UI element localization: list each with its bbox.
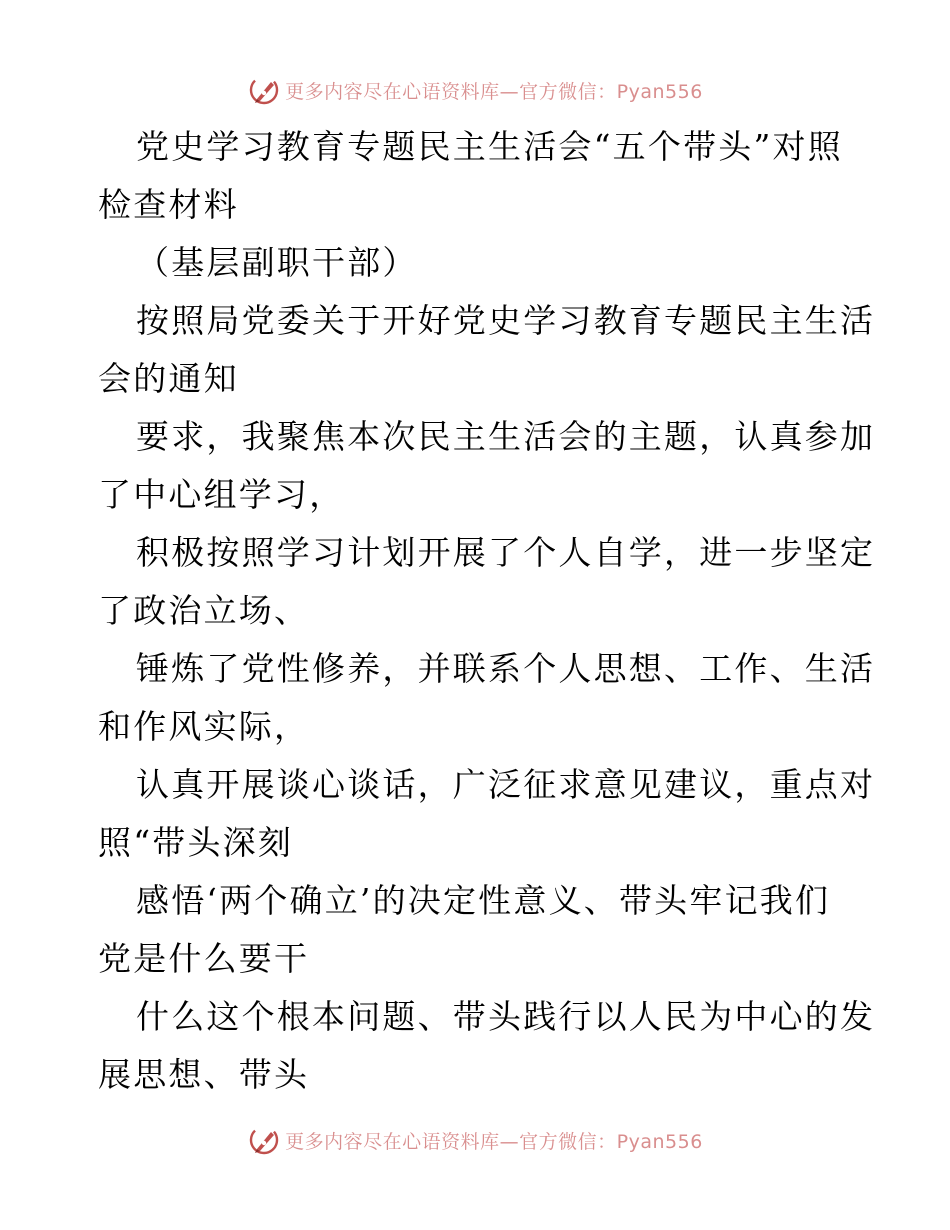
text-line: 积极按照学习计划开展了个人自学，进一步坚定 [136, 533, 876, 572]
text-line: 了中心组学习， [98, 475, 345, 514]
text-line: 锤炼了党性修养，并联系个人思想、工作、生活 [136, 649, 876, 688]
pen-nib-circle-icon [247, 73, 281, 107]
text-line: 会的通知 [98, 359, 239, 398]
header-watermark [0, 70, 950, 110]
text-line: 了政治立场、 [98, 591, 310, 630]
text-line: 党史学习教育专题民主生活会“五个带头”对照 [136, 127, 843, 166]
watermark-text: 更多内容尽在心语资料库—官方微信：Pyan556 [285, 1130, 703, 1153]
text-line: 感悟‘两个确立’的决定性意义、带头牢记我们 [136, 881, 831, 920]
text-line: 党是什么要干 [98, 939, 310, 978]
text-line: 什么这个根本问题、带头践行以人民为中心的发 [136, 997, 876, 1036]
text-line: 按照局党委关于开好党史学习教育专题民主生活 [136, 301, 876, 340]
text-line: 照“带头深刻 [98, 823, 294, 862]
watermark-text: 更多内容尽在心语资料库—官方微信：Pyan556 [285, 80, 703, 103]
text-line: 认真开展谈心谈话，广泛征求意见建议，重点对 [136, 765, 876, 804]
footer-watermark [0, 1120, 950, 1160]
text-line: 要求，我聚焦本次民主生活会的主题，认真参加 [136, 417, 876, 456]
text-line: 检查材料 [98, 185, 239, 224]
document-body [98, 118, 876, 1104]
text-line: （基层副职干部） [136, 243, 418, 282]
text-line: 展思想、带头 [98, 1055, 310, 1094]
text-line: 和作风实际， [98, 707, 310, 746]
pen-nib-circle-icon [247, 1123, 281, 1157]
